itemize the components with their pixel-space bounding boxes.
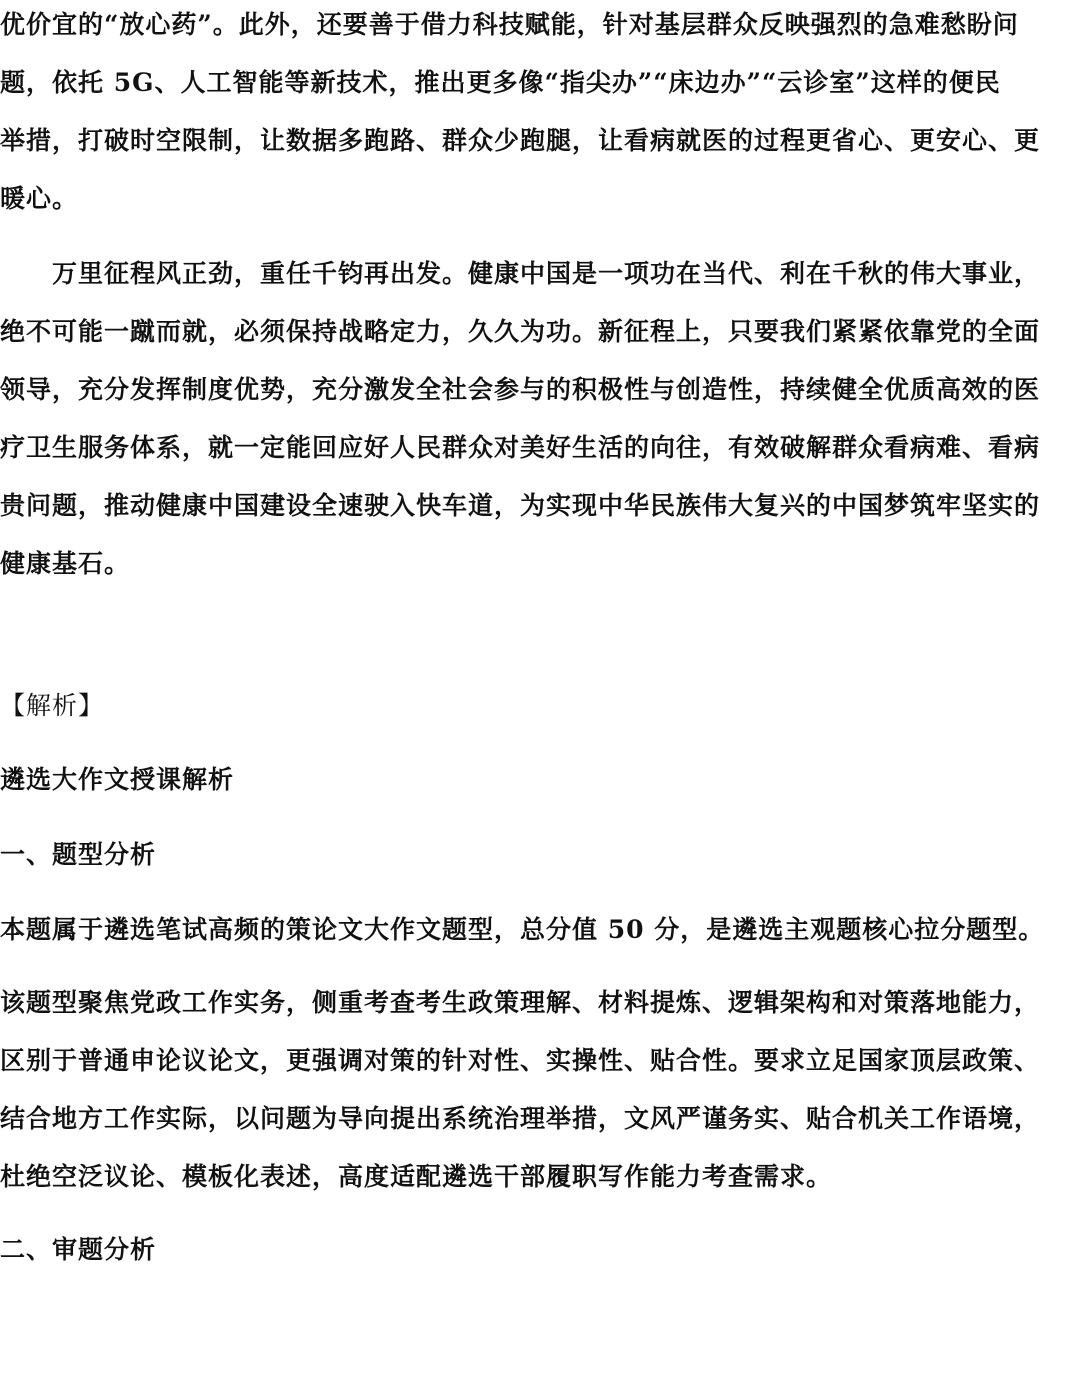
- section-heading-topic-analysis: 二、审题分析: [0, 1235, 157, 1264]
- paragraph-question-type-summary: 本题属于遴选笔试高频的策论文大作文题型，总分值 50 分，是遴选主观题核心拉分题型。: [0, 915, 1045, 944]
- text-line: 万里征程风正劲，重任千钧再出发。健康中国是一项功在当代、利在千秋的伟大事业，: [52, 259, 1041, 288]
- paragraph-question-type-detail: [0, 974, 1080, 1206]
- text-line: 结合地方工作实际，以问题为导向提出系统治理举措，文风严谨务实、贴合机关工作语境，: [0, 1104, 1041, 1133]
- lecture-title: 遴选大作文授课解析: [0, 765, 235, 794]
- text-line: 区别于普通申论议论文，更强调对策的针对性、实操性、贴合性。要求立足国家顶层政策、: [0, 1046, 1041, 1075]
- text-line: 贵问题，推动健康中国建设全速驶入快车道，为实现中华民族伟大复兴的中国梦筑牢坚实的: [0, 491, 1041, 520]
- section-heading-question-type: 一、题型分析: [0, 840, 157, 869]
- text-line: 举措，打破时空限制，让数据多跑路、群众少跑腿，让看病就医的过程更省心、更安心、更: [0, 126, 1041, 155]
- paragraph-healthy-china: [0, 245, 1080, 593]
- text-line: 杜绝空泛议论、模板化表述，高度适配遴选干部履职写作能力考查需求。: [0, 1162, 833, 1191]
- text-line: 绝不可能一蹴而就，必须保持战略定力，久久为功。新征程上，只要我们紧紧依靠党的全面: [0, 317, 1041, 346]
- text-line: 题，依托 5G、人工智能等新技术，推出更多像“指尖办”“床边办”“云诊室”这样的便民: [0, 68, 1001, 97]
- paragraph-medicine-tech: [0, 0, 1080, 228]
- text-line: 该题型聚焦党政工作实务，侧重考查考生政策理解、材料提炼、逻辑架构和对策落地能力，: [0, 988, 1041, 1017]
- text-line: 疗卫生服务体系，就一定能回应好人民群众对美好生活的向往，有效破解群众看病难、看病: [0, 433, 1041, 462]
- analysis-label: 【解析】: [0, 691, 105, 720]
- text-line: 领导，充分发挥制度优势，充分激发全社会参与的积极性与创造性，持续健全优质高效的医: [0, 375, 1041, 404]
- text-line: 健康基石。: [0, 549, 131, 578]
- text-line: 优价宜的“放心药”。此外，还要善于借力科技赋能，针对基层群众反映强烈的急难愁盼问: [0, 10, 1019, 39]
- text-line: 暖心。: [0, 184, 79, 213]
